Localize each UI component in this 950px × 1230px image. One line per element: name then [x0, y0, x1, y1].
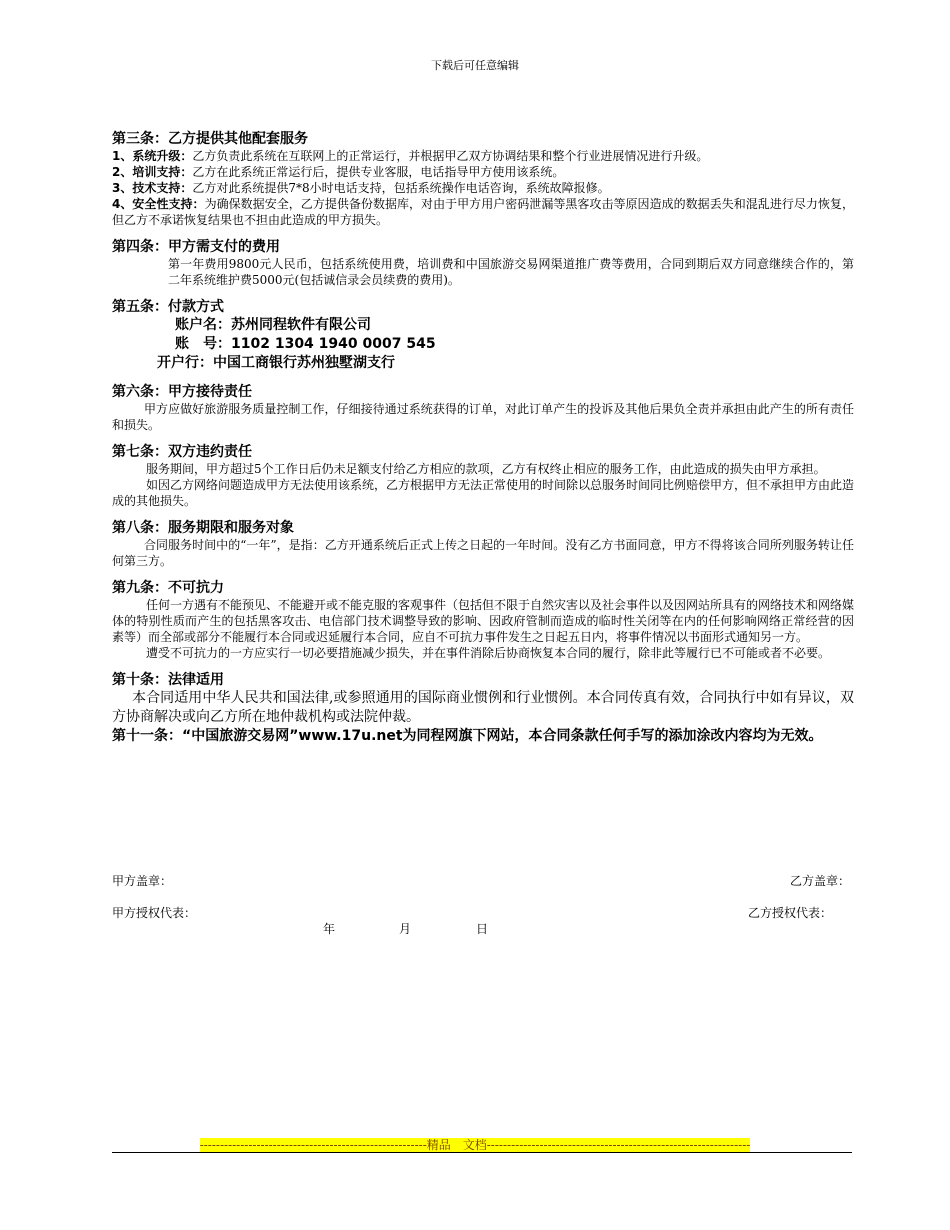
- section-11-text: 第十一条：“中国旅游交易网”www.17u.net为同程网旗下网站，本合同条款任何手写的添加涂改内容均为无效。: [112, 728, 823, 744]
- item-text: 乙方在此系统正常运行后，提供专业客服，电话指导甲方使用该系统。: [192, 165, 565, 179]
- section-4-text: 第一年费用9800元人民币，包括系统使用费，培训费和中国旅游交易网渠道推广费等费用，合同到期后双方同意继续合作的，第二年系统维护费5000元(包括诚信录会员续费的费用)。: [168, 257, 854, 287]
- date-day-label: 日: [476, 922, 489, 936]
- contract-body: [112, 130, 854, 746]
- section-8-title: 第八条：服务期限和服务对象: [112, 520, 294, 536]
- section-3-item-4: [112, 196, 854, 228]
- item-text: 乙方对此系统提供7*8小时电话支持，包括系统操作电话咨询，系统故障报修。: [192, 181, 610, 195]
- account-name: 账户名：苏州同程软件有限公司: [175, 317, 371, 333]
- section-9-title: 第九条：不可抗力: [112, 580, 224, 596]
- party-b-seal-label: 乙方盖章：: [790, 874, 851, 888]
- section-3-item-3: [112, 180, 854, 196]
- section-10-text: 本合同适用中华人民共和国法律,或参照通用的国际商业惯例和行业惯例。本合同传真有效，合同执行中如有异议，双方协商解决或向乙方所在地仲裁机构或法院仲裁。: [112, 690, 854, 725]
- item-text: 为确保数据安全，乙方提供备份数据库，对由于甲方用户密码泄漏等黑客攻击等原因造成的数据丢失和混乱进行尽力恢复，但乙方不承诺恢复结果也不担由此造成的甲方损失。: [112, 197, 854, 227]
- page-footer: [0, 1136, 950, 1153]
- party-a-representative-label: 甲方授权代表：: [112, 906, 197, 920]
- footer-banner: --------------------------------------------------------精品 文档-----------------------------------------------------------------: [199, 1138, 751, 1152]
- item-label: 4、安全性支持：: [112, 197, 205, 211]
- date-year-label: 年: [323, 922, 336, 936]
- section-7-paragraph-2: 如因乙方网络问题造成甲方无法使用该系统，乙方根据甲方无法正常使用的时间除以总服务时间同比例赔偿甲方，但不承担甲方由此造成的其他损失。: [112, 478, 855, 508]
- party-a-seal-label: 甲方盖章：: [112, 874, 173, 888]
- footer-divider: [112, 1152, 852, 1153]
- section-5-title: 第五条：付款方式: [112, 299, 224, 315]
- section-7-paragraph-1: 服务期间，甲方超过5个工作日后仍未足额支付给乙方相应的款项，乙方有权终止相应的服务工作，由此造成的损失由甲方承担。: [146, 462, 826, 476]
- account-number: 账 号：1102 1304 1940 0007 545: [175, 336, 436, 352]
- item-label: 3、技术支持：: [112, 181, 193, 195]
- item-text: 乙方负责此系统在互联网上的正常运行，并根据甲乙双方协调结果和整个行业进展情况进行升级。: [192, 149, 709, 163]
- section-7-title: 第七条：双方违约责任: [112, 444, 252, 460]
- section-3-item-1: [112, 148, 854, 164]
- section-6-title: 第六条：甲方接待责任: [112, 384, 252, 400]
- item-label: 1、系统升级：: [112, 149, 193, 163]
- date-month-label: 月: [399, 922, 412, 936]
- section-4-title: 第四条：甲方需支付的费用: [112, 239, 280, 255]
- section-9-paragraph-1: 任何一方遇有不能预见、不能避开或不能克服的客观事件（包括但不限于自然灾害以及社会事件以及因网站所具有的网络技术和网络媒体的特别性质而产生的包括黑客攻击、电信部门技术调整导致的影响、因政府管制而造成的临时性关闭等在内的任何影响网络正常经营的因素等）而全部或部分不能履行本合同或迟延履行本合同，应自不可抗力事件发生之日起五日内，将事件情况以书面形式通知另一方。: [112, 598, 855, 644]
- item-label: 2、培训支持：: [112, 165, 193, 179]
- section-9-paragraph-2: 遭受不可抗力的一方应实行一切必要措施减少损失，并在事件消除后协商恢复本合同的履行，除非此等履行已不可能或者不必要。: [146, 646, 831, 660]
- bank-name: 开户行：中国工商银行苏州独墅湖支行: [157, 355, 395, 371]
- page-header: 下载后可任意编辑: [431, 59, 519, 72]
- section-3-item-2: [112, 164, 854, 180]
- section-10-title: 第十条：法律适用: [112, 672, 224, 688]
- section-6-text: 甲方应做好旅游服务质量控制工作，仔细接待通过系统获得的订单，对此订单产生的投诉及其他后果负全责并承担由此产生的所有责任和损失。: [112, 402, 854, 432]
- party-b-representative-label: 乙方授权代表：: [748, 906, 833, 920]
- section-3-title: 第三条：乙方提供其他配套服务: [112, 131, 308, 147]
- section-8-text: 合同服务时间中的“一年”，是指：乙方开通系统后正式上传之日起的一年时间。没有乙方书面同意，甲方不得将该合同所列服务转让任何第三方。: [112, 538, 854, 568]
